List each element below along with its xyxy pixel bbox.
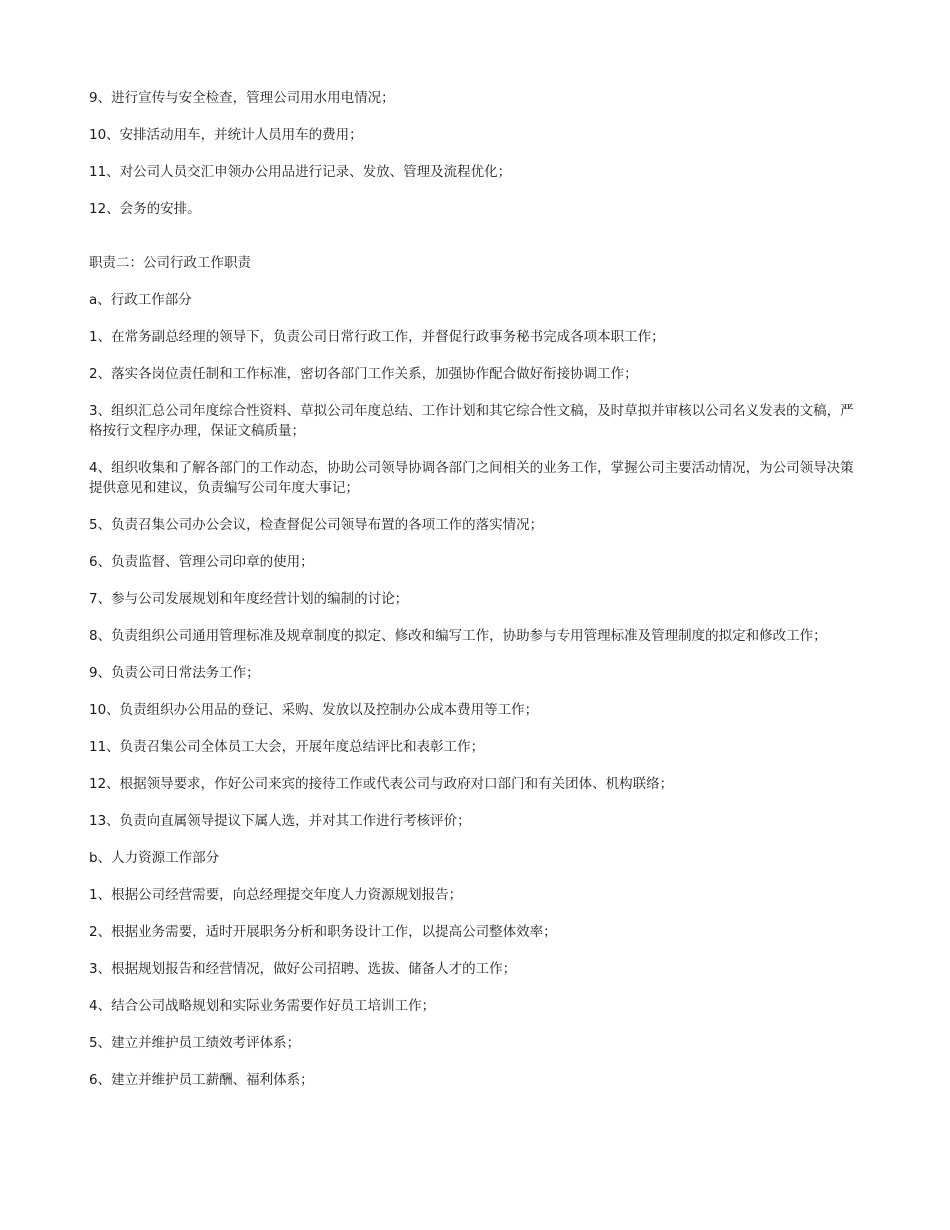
subsection-heading: b、人力资源工作部分 — [89, 850, 220, 866]
section-heading: 职责二：公司行政工作职责 — [89, 255, 251, 271]
text-line: 6、负责监督、管理公司印章的使用； — [89, 554, 314, 570]
text-line: 2、落实各岗位责任制和工作标准，密切各部门工作关系，加强协作配合做好衔接协调工作； — [89, 366, 638, 382]
text-line: 1、在常务副总经理的领导下，负责公司日常行政工作，并督促行政事务秘书完成各项本职工作； — [89, 329, 665, 345]
text-line: 10、安排活动用车，并统计人员用车的费用； — [89, 127, 363, 143]
text-line: 12、会务的安排。 — [89, 201, 201, 217]
text-line: 8、负责组织公司通用管理标准及规章制度的拟定、修改和编写工作，协助参与专用管理标准及管理制度的拟定和修改工作； — [89, 628, 827, 644]
text-line: 7、参与公司发展规划和年度经营计划的编制的讨论； — [89, 591, 409, 607]
text-line: 10、负责组织办公用品的登记、采购、发放以及控制办公成本费用等工作； — [89, 702, 539, 718]
text-line: 11、对公司人员交汇申领办公用品进行记录、发放、管理及流程优化； — [89, 164, 512, 180]
text-line: 3、根据规划报告和经营情况，做好公司招聘、选拔、储备人才的工作； — [89, 961, 517, 977]
text-line: 11、负责召集公司全体员工大会，开展年度总结评比和表彰工作； — [89, 739, 485, 755]
text-line: 3、组织汇总公司年度综合性资料、草拟公司年度总结、工作计划和其它综合性文稿，及时草拟并审核以公司名义发表的文稿，严格按行文程序办理，保证文稿质量； — [89, 403, 854, 439]
text-line: 6、建立并维护员工薪酬、福利体系； — [89, 1072, 314, 1088]
text-line: 1、根据公司经营需要，向总经理提交年度人力资源规划报告； — [89, 887, 463, 903]
text-line: 9、负责公司日常法务工作； — [89, 665, 260, 681]
subsection-heading: a、行政工作部分 — [89, 292, 192, 308]
text-line: 12、根据领导要求，作好公司来宾的接待工作或代表公司与政府对口部门和有关团体、机构联络； — [89, 776, 674, 792]
text-line: 9、进行宣传与安全检查，管理公司用水用电情况； — [89, 90, 395, 106]
text-line: 4、结合公司战略规划和实际业务需要作好员工培训工作； — [89, 998, 436, 1014]
text-line: 4、组织收集和了解各部门的工作动态，协助公司领导协调各部门之间相关的业务工作，掌握公司主要活动情况，为公司领导决策提供意见和建议，负责编写公司年度大事记； — [89, 460, 854, 496]
document-body — [89, 88, 865, 1090]
text-line: 13、负责向直属领导提议下属人选，并对其工作进行考核评价； — [89, 813, 471, 829]
text-line: 2、根据业务需要，适时开展职务分析和职务设计工作，以提高公司整体效率； — [89, 924, 557, 940]
text-line: 5、建立并维护员工绩效考评体系； — [89, 1035, 301, 1051]
text-line: 5、负责召集公司办公会议，检查督促公司领导布置的各项工作的落实情况； — [89, 517, 544, 533]
